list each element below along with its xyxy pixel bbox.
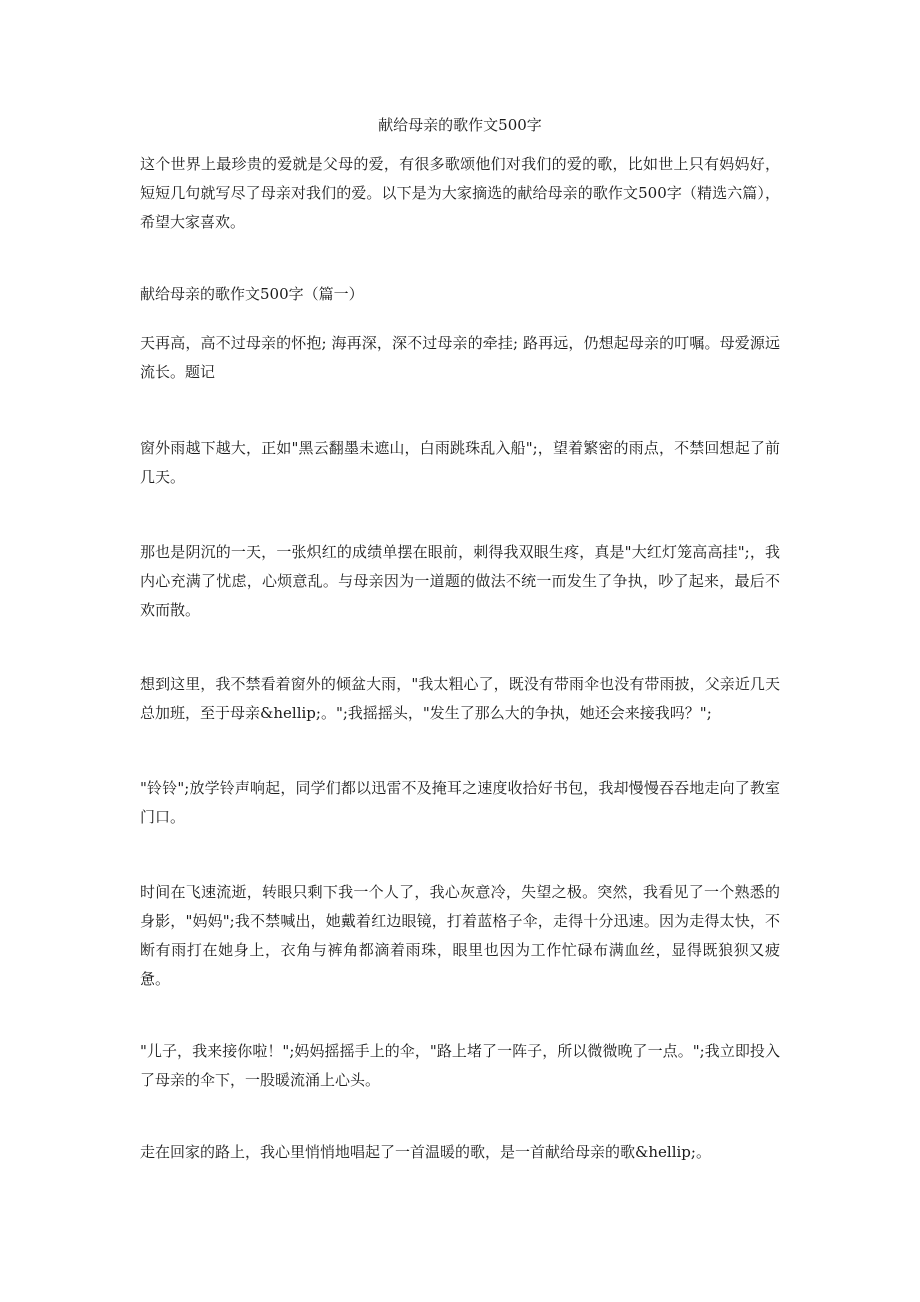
paragraph-5: "铃铃";放学铃声响起，同学们都以迅雷不及掩耳之速度收拾好书包，我却慢慢吞吞地走向了教室门口。 [140,779,780,826]
paragraph-1: 天再高，高不过母亲的怀抱; 海再深，深不过母亲的牵挂; 路再远，仍想起母亲的叮嘱。母爱源远流长。题记 [140,334,780,381]
paragraph-2: 窗外雨越下越大，正如"黑云翻墨未遮山，白雨跳珠乱入船";，望着繁密的雨点，不禁回想起了前几天。 [140,439,780,486]
section-heading: 献给母亲的歌作文500字（篇一） [140,285,364,303]
paragraph-3: 那也是阴沉的一天，一张炽红的成绩单摆在眼前，刺得我双眼生疼，真是"大红灯笼高高挂";，我内心充满了忧虑，心烦意乱。与母亲因为一道题的做法不统一而发生了争执，吵了起来，最后不欢而散。 [140,543,780,619]
paragraph-4: 想到这里，我不禁看着窗外的倾盆大雨，"我太粗心了，既没有带雨伞也没有带雨披，父亲近几天总加班，至于母亲&hellip;。";我摇摇头，"发生了那么大的争执，她还会来接我吗？"; [140,675,780,722]
document-title: 献给母亲的歌作文500字 [378,116,542,134]
paragraph-6: 时间在飞速流逝，转眼只剩下我一个人了，我心灰意冷，失望之极。突然，我看见了一个熟悉的身影，"妈妈";我不禁喊出，她戴着红边眼镜，打着蓝格子伞，走得十分迅速。因为走得太快，不断有雨打在她身上，衣角与裤角都滴着雨珠，眼里也因为工作忙碌布满血丝，显得既狼狈又疲惫。 [140,883,780,988]
paragraph-7: "儿子，我来接你啦！";妈妈摇摇手上的伞，"路上堵了一阵子，所以微微晚了一点。";我立即投入了母亲的伞下，一股暖流涌上心头。 [140,1042,780,1089]
intro-paragraph: 这个世界上最珍贵的爱就是父母的爱，有很多歌颂他们对我们的爱的歌，比如世上只有妈妈好，短短几句就写尽了母亲对我们的爱。以下是为大家摘选的献给母亲的歌作文500字（精选六篇），希望大家喜欢。 [140,155,780,231]
paragraph-8: 走在回家的路上，我心里悄悄地唱起了一首温暖的歌，是一首献给母亲的歌&hellip;。 [140,1143,711,1161]
